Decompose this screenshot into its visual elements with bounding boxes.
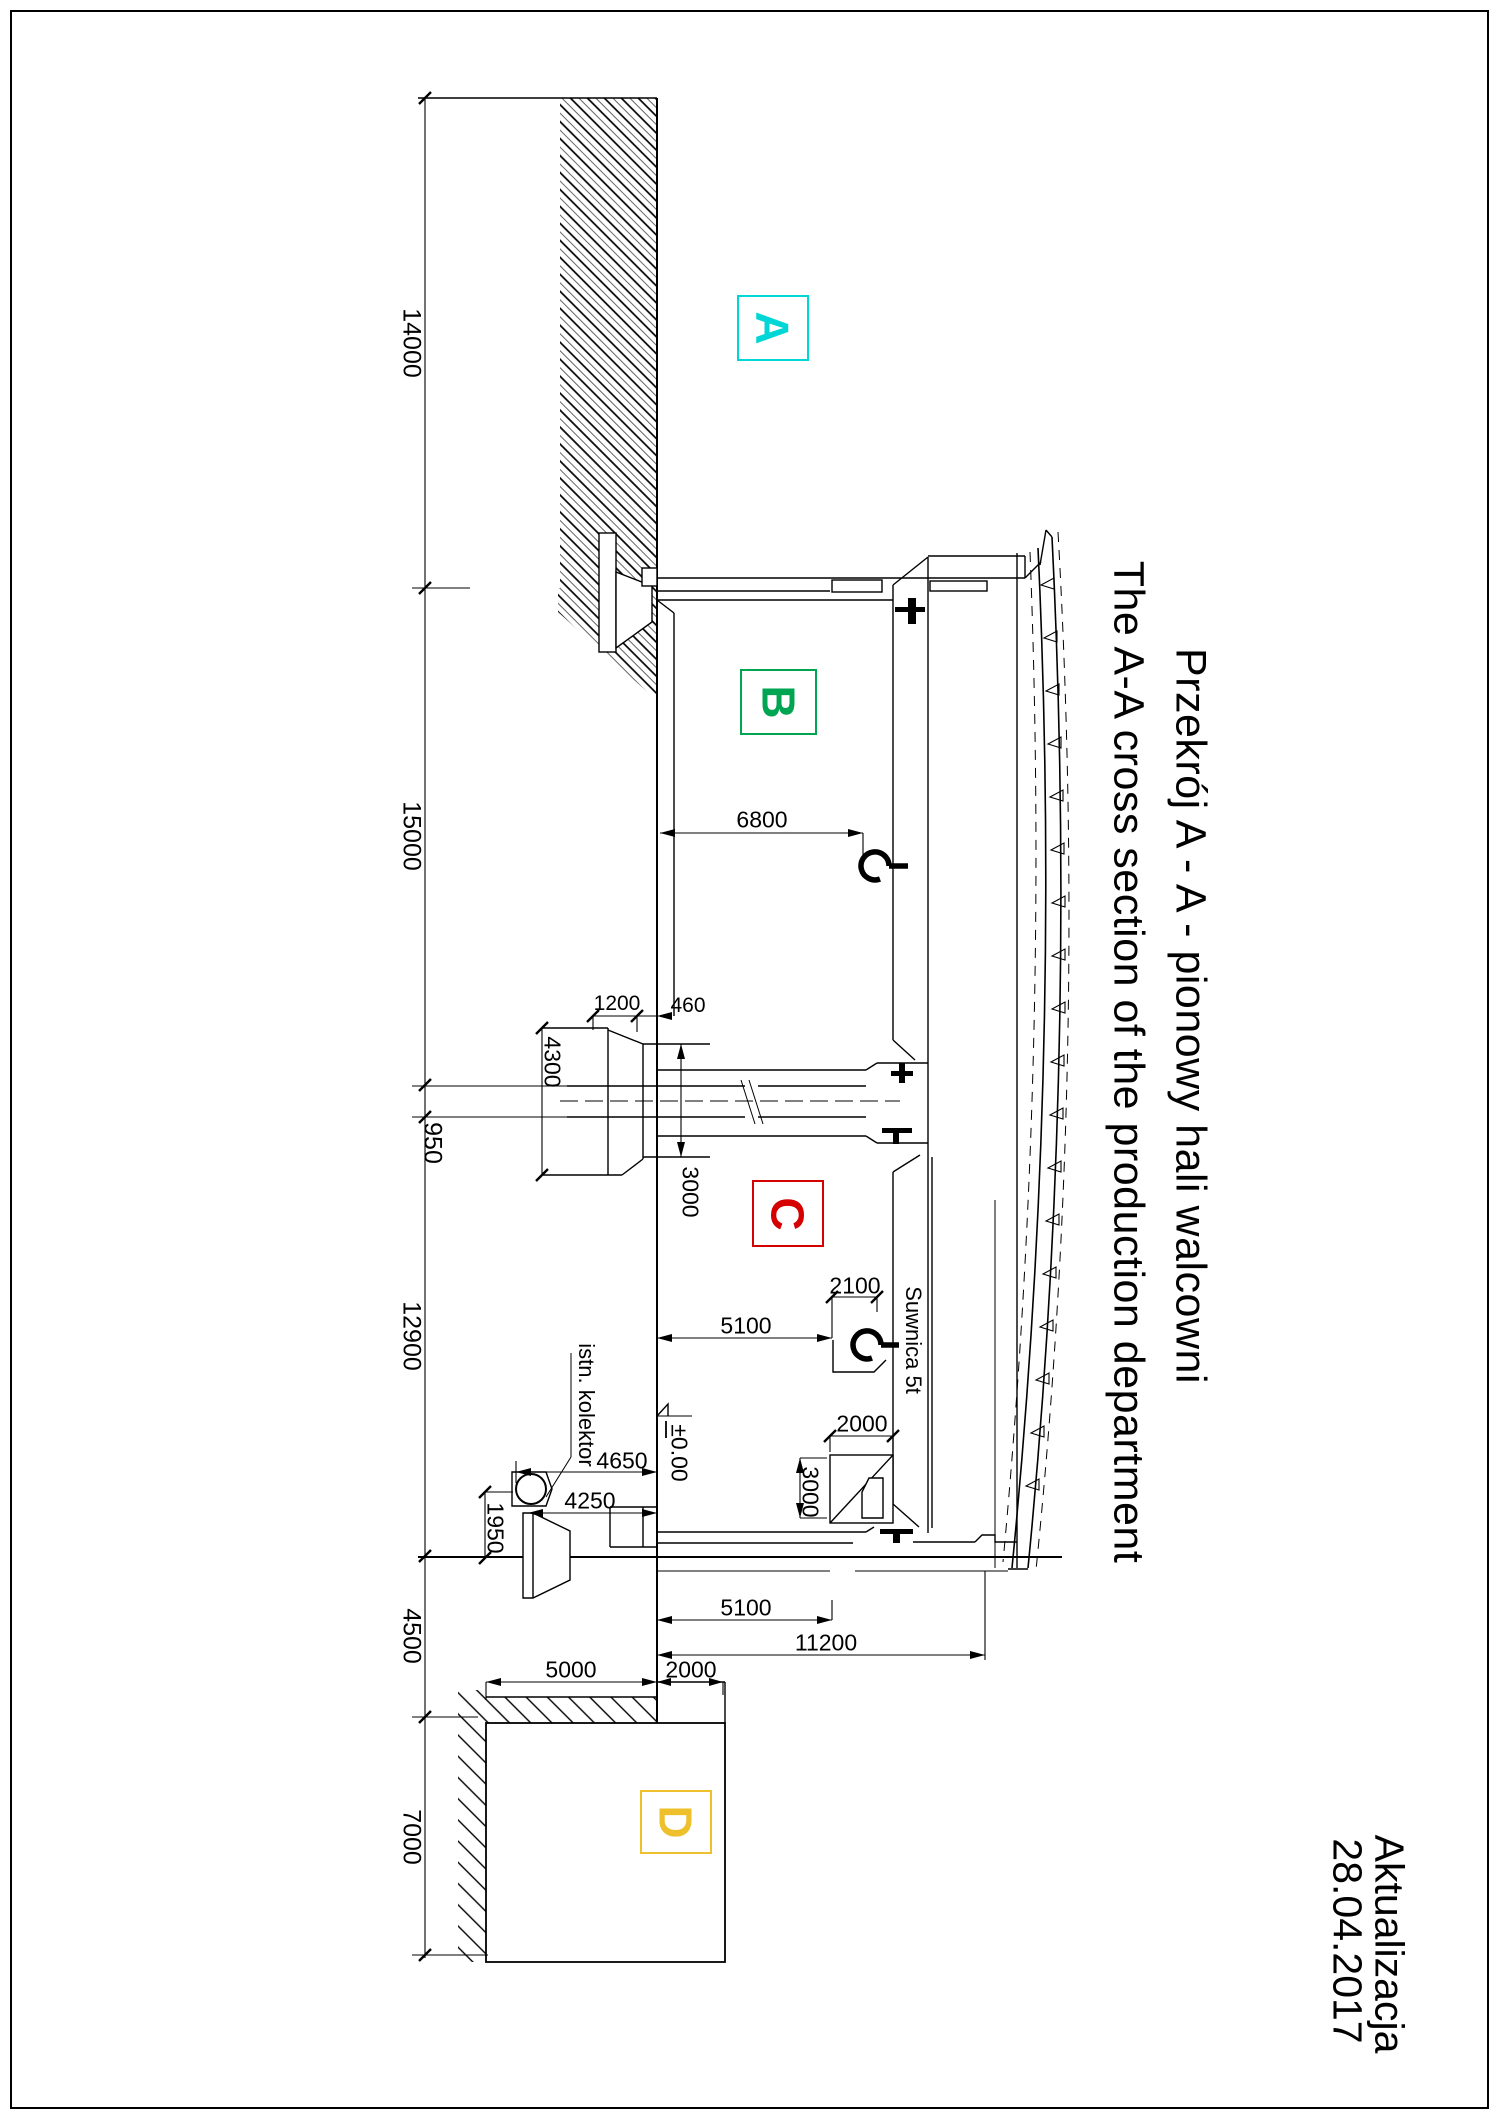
zone-letter-b: B [752, 685, 805, 719]
zone-letter-c: C [761, 1196, 814, 1231]
title-english: The A-A cross section of the production department [1104, 560, 1153, 1564]
dim-4650: 4650 [596, 1447, 648, 1474]
dim-3000-rail: 3000 [677, 1166, 704, 1218]
rail-fittings [880, 598, 925, 1543]
dim-5100-top: 5100 [720, 1312, 772, 1339]
zone-box-b [740, 669, 817, 735]
dim-1200: 1200 [593, 992, 641, 1015]
dim-5100-bottom: 5100 [720, 1594, 772, 1621]
dim-2000-d: 2000 [665, 1656, 717, 1683]
dim-15000: 15000 [397, 801, 426, 871]
update-date: 28.04.2017 [1324, 1838, 1371, 2044]
dim-2000-box: 2000 [836, 1410, 888, 1437]
update-label: Aktualizacja [1366, 1834, 1413, 2054]
dim-5000: 5000 [545, 1656, 597, 1683]
zone-box-c [752, 1180, 824, 1247]
zone-letter-d: D [649, 1805, 702, 1839]
zone-box-d [640, 1790, 712, 1854]
title-polish: Przekrój A - A - pionowy hali walcowni [1166, 648, 1215, 1384]
dim-1950: 1950 [482, 1502, 509, 1554]
zone-letter-a: A [746, 311, 799, 345]
dim-6800: 6800 [736, 806, 788, 833]
dim-4300: 4300 [539, 1036, 566, 1088]
crane-label: Suwnica 5t [901, 1286, 926, 1394]
dim-11200: 11200 [794, 1629, 858, 1656]
roof-arc [1003, 532, 1069, 1570]
dim-12900: 12900 [397, 1301, 426, 1371]
dim-4500: 4500 [397, 1608, 426, 1664]
dim-4250: 4250 [564, 1487, 616, 1514]
dim-460: 460 [670, 994, 706, 1017]
dim-2100: 2100 [829, 1272, 881, 1299]
collector-label: istn. kolektor [574, 1343, 599, 1467]
dim-950: 950 [418, 1122, 447, 1164]
zone-box-a [737, 295, 809, 361]
dim-level: ±0.00 [666, 1424, 693, 1482]
dimension-ticks [419, 92, 899, 1961]
dim-14000: 14000 [397, 308, 426, 378]
dim-3000-box: 3000 [797, 1466, 824, 1518]
dim-7000: 7000 [397, 1809, 426, 1865]
